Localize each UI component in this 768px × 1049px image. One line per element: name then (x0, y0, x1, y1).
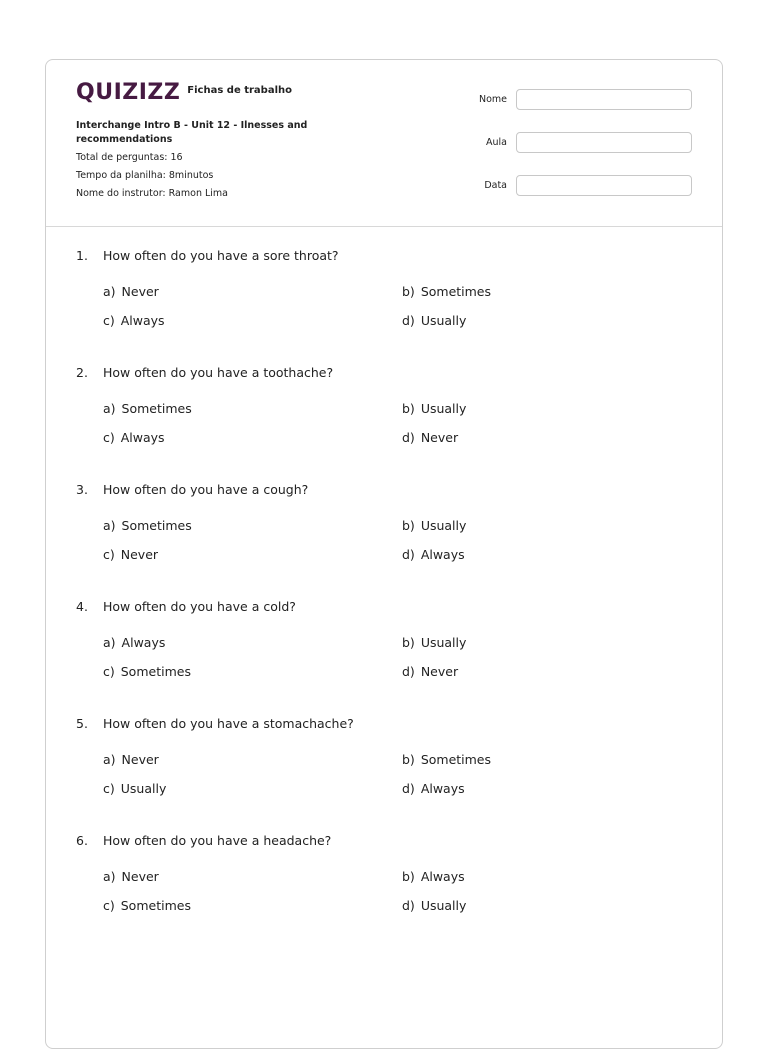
option-letter: c) (103, 898, 115, 913)
option-text: Never (121, 284, 159, 299)
question-number: 2. (76, 365, 88, 380)
question-text: How often do you have a cold? (103, 599, 296, 614)
worksheet-title: Interchange Intro B - Unit 12 - Ilnesses and recommendations (76, 120, 308, 145)
option-letter: b) (402, 869, 415, 884)
option-text: Sometimes (120, 898, 191, 913)
name-field-row (479, 88, 692, 110)
option-b[interactable] (402, 283, 491, 301)
option-c[interactable] (103, 312, 165, 330)
option-letter: a) (103, 869, 116, 884)
option-text: Sometimes (420, 752, 492, 767)
worksheet-info (76, 119, 336, 205)
brand-row (76, 80, 292, 106)
brand-subtitle: Fichas de trabalho (187, 84, 292, 96)
student-fields (479, 88, 692, 217)
option-text: Sometimes (120, 664, 191, 679)
option-letter: c) (103, 430, 115, 445)
quizizz-logo: QUIZIZZ (76, 80, 181, 105)
option-letter: d) (402, 430, 415, 445)
option-letter: a) (103, 752, 116, 767)
option-b[interactable] (402, 751, 491, 769)
name-field[interactable] (516, 89, 692, 110)
option-letter: b) (402, 752, 415, 767)
question-text: How often do you have a headache? (103, 833, 332, 848)
option-letter: c) (103, 781, 115, 796)
answer-options (103, 751, 696, 811)
option-a[interactable] (103, 868, 159, 886)
answer-options (103, 868, 696, 928)
option-text: Usually (420, 313, 467, 328)
question-text: How often do you have a sore throat? (103, 248, 339, 263)
option-a[interactable] (103, 751, 159, 769)
answer-options (103, 400, 696, 460)
option-text: Usually (120, 781, 167, 796)
option-letter: c) (103, 313, 115, 328)
option-d[interactable] (402, 780, 465, 798)
option-letter: b) (402, 284, 415, 299)
option-letter: a) (103, 401, 116, 416)
option-letter: c) (103, 547, 115, 562)
option-text: Usually (420, 401, 467, 416)
option-letter: c) (103, 664, 115, 679)
option-a[interactable] (103, 634, 165, 652)
date-field-row (479, 174, 692, 196)
option-b[interactable] (402, 517, 466, 535)
option-b[interactable] (402, 400, 466, 418)
option-a[interactable] (103, 517, 192, 535)
option-text: Always (420, 869, 465, 884)
worksheet-header (46, 60, 722, 227)
answer-options (103, 517, 696, 577)
class-field-row (479, 131, 692, 153)
option-letter: a) (103, 635, 116, 650)
option-c[interactable] (103, 546, 158, 564)
option-letter: a) (103, 284, 116, 299)
option-text: Sometimes (121, 401, 192, 416)
question-number: 1. (76, 248, 88, 263)
option-text: Sometimes (121, 518, 192, 533)
option-letter: b) (402, 635, 415, 650)
option-d[interactable] (402, 429, 458, 447)
answer-options (103, 283, 696, 343)
option-c[interactable] (103, 780, 166, 798)
option-letter: b) (402, 518, 415, 533)
option-b[interactable] (402, 634, 466, 652)
total-questions: Total de perguntas: 16 (76, 152, 183, 163)
option-text: Never (121, 752, 159, 767)
option-text: Never (420, 430, 459, 445)
option-text: Always (420, 781, 465, 796)
option-letter: d) (402, 664, 415, 679)
question-text: How often do you have a stomachache? (103, 716, 354, 731)
option-letter: b) (402, 401, 415, 416)
question-number: 5. (76, 716, 88, 731)
question-item (76, 247, 696, 364)
option-text: Always (120, 430, 165, 445)
question-item (76, 481, 696, 598)
option-d[interactable] (402, 663, 458, 681)
option-letter: d) (402, 898, 415, 913)
question-list (76, 247, 696, 949)
class-label: Aula (486, 136, 507, 148)
option-text: Usually (420, 635, 467, 650)
instructor-name: Nome do instrutor: Ramon Lima (76, 188, 228, 199)
option-text: Usually (420, 898, 467, 913)
option-c[interactable] (103, 429, 165, 447)
option-text: Always (420, 547, 465, 562)
question-text: How often do you have a cough? (103, 482, 309, 497)
option-c[interactable] (103, 663, 191, 681)
question-item (76, 832, 696, 949)
question-item (76, 715, 696, 832)
option-letter: d) (402, 781, 415, 796)
name-label: Nome (478, 93, 507, 105)
option-text: Always (121, 635, 166, 650)
option-text: Never (120, 547, 159, 562)
question-number: 4. (76, 599, 88, 614)
answer-options (103, 634, 696, 694)
option-letter: d) (402, 547, 415, 562)
option-d[interactable] (402, 546, 465, 564)
option-d[interactable] (402, 897, 466, 915)
date-label: Data (484, 179, 507, 191)
worksheet-time: Tempo da planilha: 8minutos (76, 170, 214, 181)
option-text: Never (420, 664, 459, 679)
option-d[interactable] (402, 312, 466, 330)
option-a[interactable] (103, 283, 159, 301)
question-item (76, 364, 696, 481)
option-text: Usually (420, 518, 467, 533)
date-field[interactable] (516, 175, 692, 196)
question-text: How often do you have a toothache? (103, 365, 334, 380)
question-item (76, 598, 696, 715)
option-b[interactable] (402, 868, 465, 886)
question-number: 6. (76, 833, 88, 848)
option-text: Sometimes (420, 284, 492, 299)
option-letter: d) (402, 313, 415, 328)
option-letter: a) (103, 518, 116, 533)
option-a[interactable] (103, 400, 192, 418)
option-text: Always (120, 313, 165, 328)
option-text: Never (121, 869, 159, 884)
class-field[interactable] (516, 132, 692, 153)
option-c[interactable] (103, 897, 191, 915)
question-number: 3. (76, 482, 88, 497)
